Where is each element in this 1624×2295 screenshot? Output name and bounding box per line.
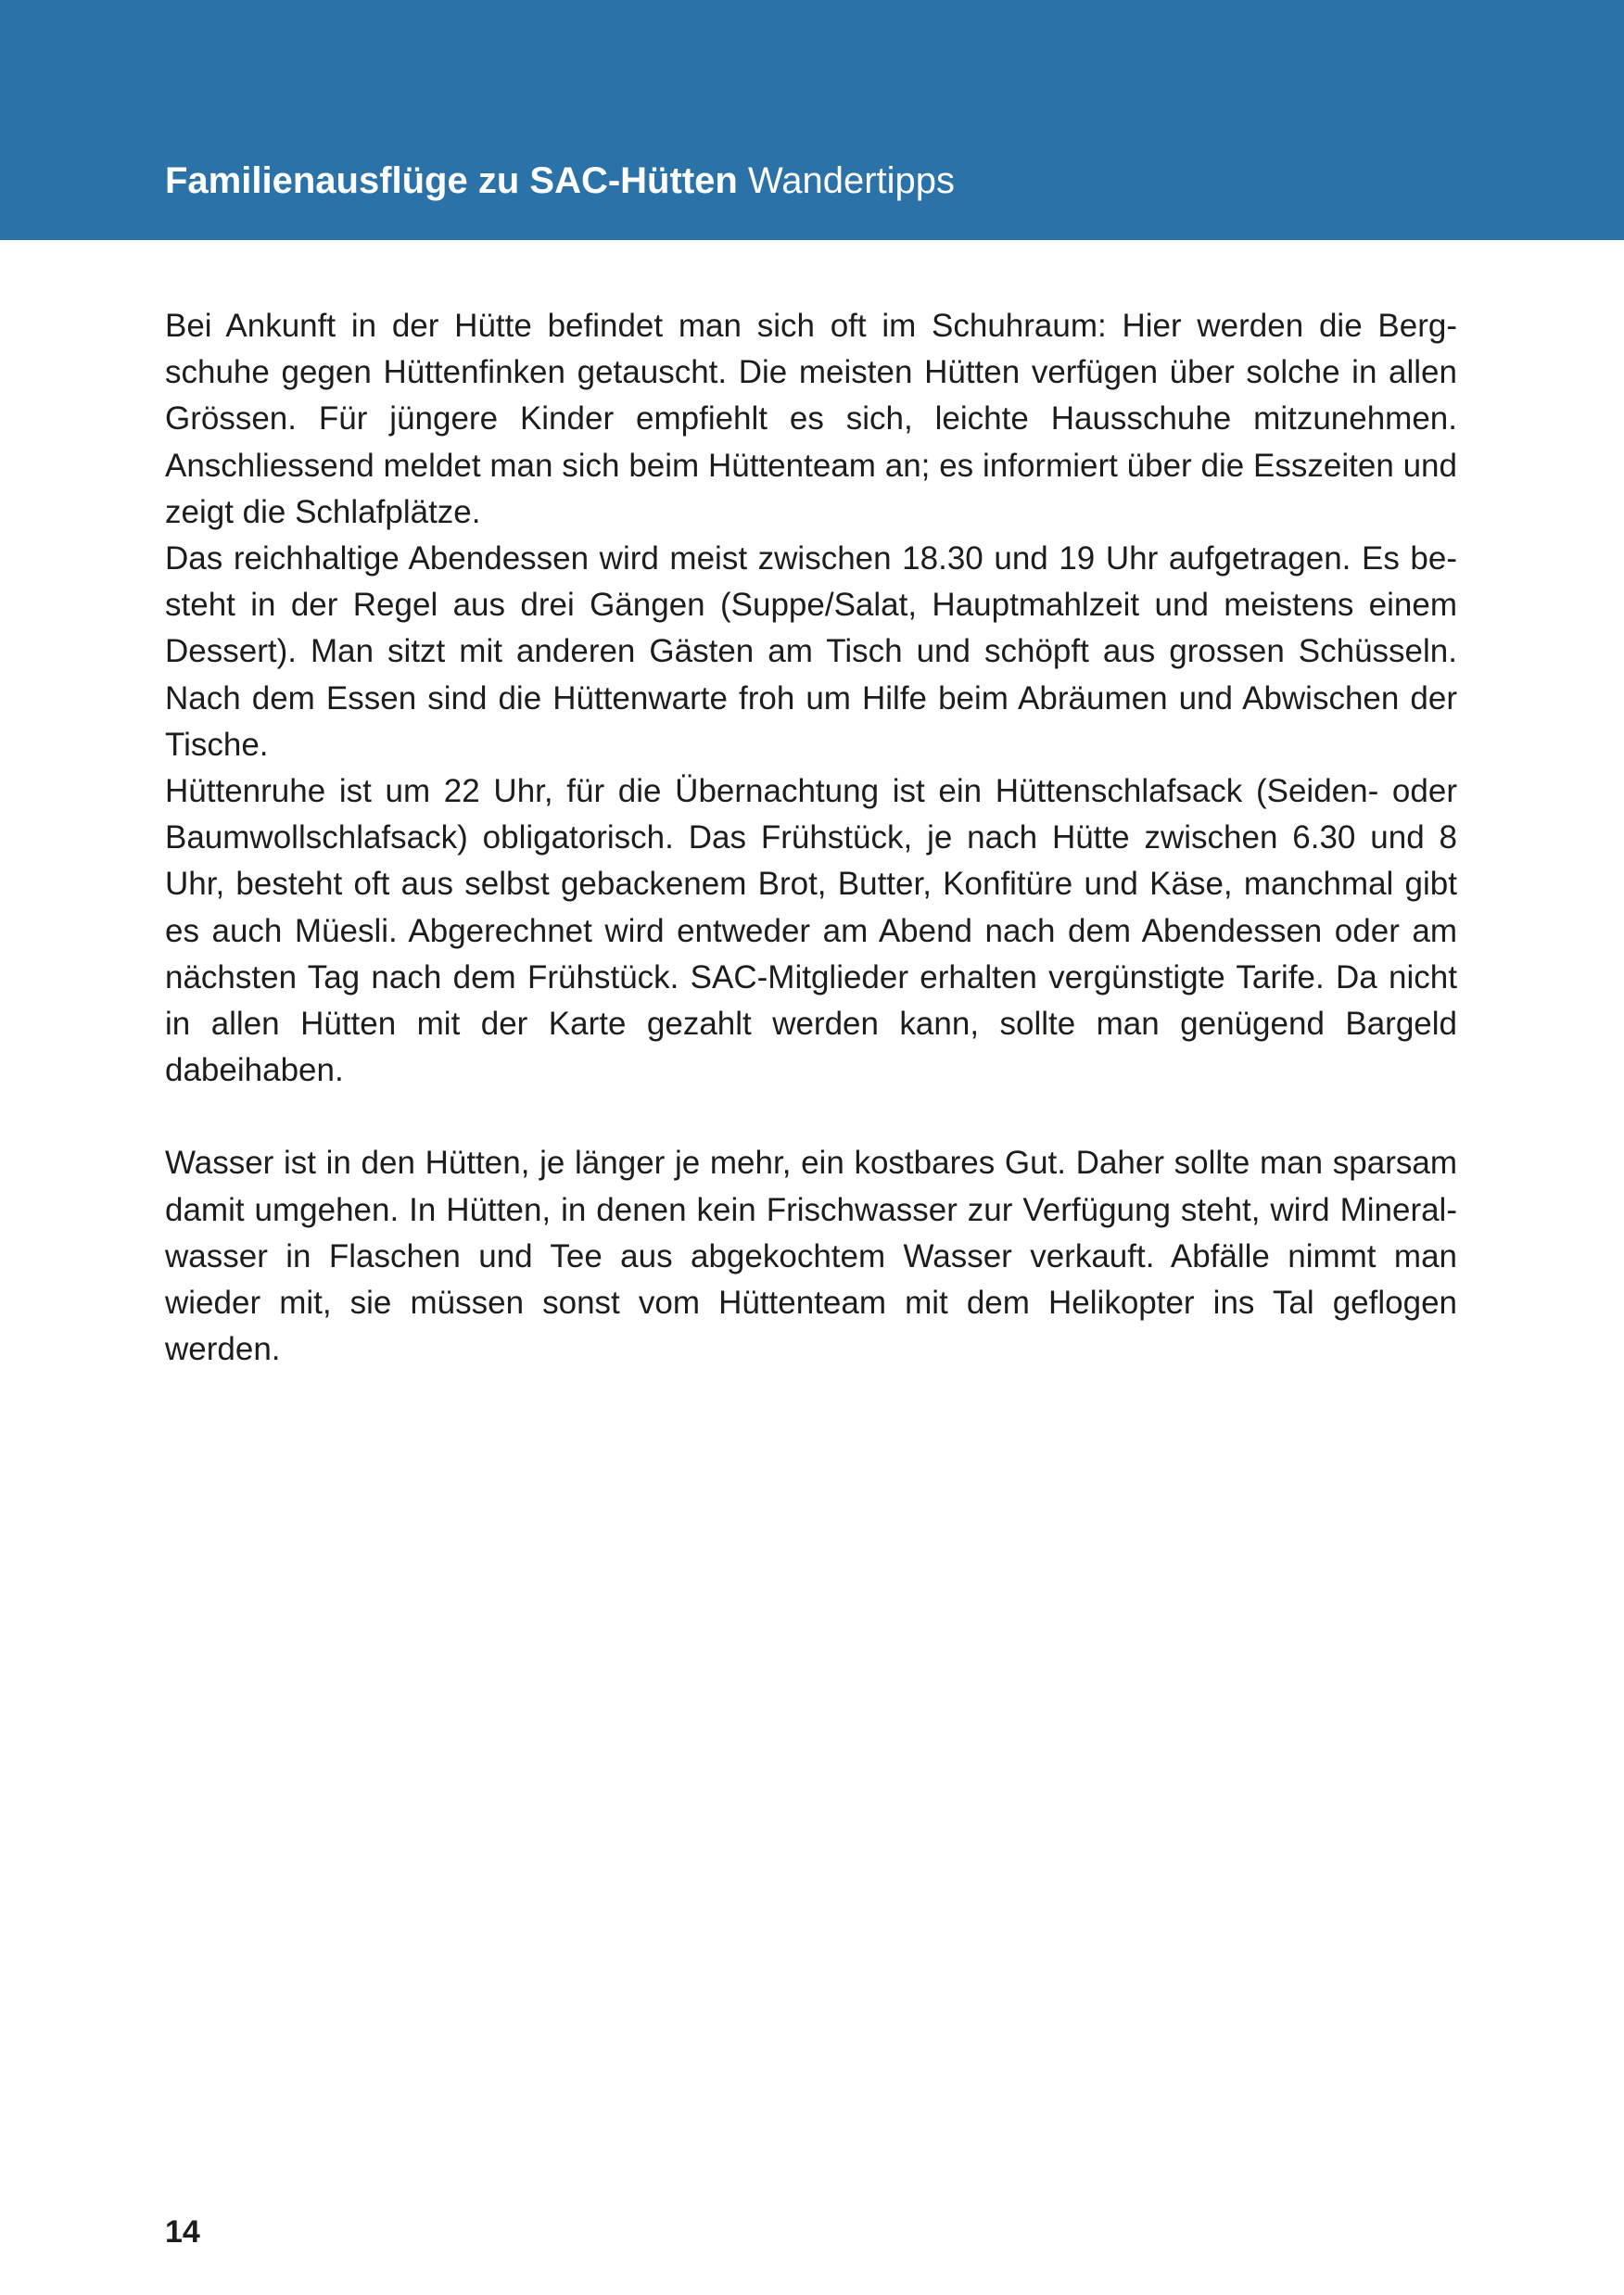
paragraph-dinner: Das reichhaltige Abendessen wird meist zwischen 18.30 und 19 Uhr aufgetragen. Es besteht in der Regel aus drei Gängen (Suppe/Salat, Hauptmahlzeit und meistens einem Dessert). Man sitzt mit anderen Gästen am Tisch und schöpft aus grossen Schüsseln. Nach dem Essen sind die Hüttenwarte froh um Hilfe beim Abräumen und Abwischen der Tische.: [165, 540, 1457, 763]
title-section: Wandertipps: [747, 160, 956, 201]
paragraph-water: Wasser ist in den Hütten, je länger je mehr, ein kostbares Gut. Daher sollte man sparsam damit umgehen. In Hütten, in denen kein Frischwasser zur Verfügung steht, wird Mineralwasser in Flaschen und Tee aus abgekochtem Wasser verkauft. Abfälle nimmt man wieder mit, sie müssen sonst vom Hüttenteam mit dem Helikopter ins Tal geflogen werden.: [165, 1145, 1457, 1368]
page-title: [165, 158, 955, 204]
title-main: Familienausflüge zu SAC-Hütten: [165, 160, 738, 201]
header-band: [0, 0, 1624, 240]
paragraph-night-breakfast: Hüttenruhe ist um 22 Uhr, für die Übernachtung ist ein Hüttenschlafsack (Seiden- oder Baumwollschlafsack) obligatorisch. Das Frühstück, je nach Hütte zwischen 6.30 und 8 Uhr, besteht oft aus selbst gebackenem Brot, Butter, Konfitüre und Käse, manchmal gibt es auch Müesli. Abgerechnet wird entweder am Abend nach dem Abendessen oder am nächsten Tag nach dem Frühstück. SAC-Mitglieder erhalten vergünstigte Tarife. Da nicht in allen Hütten mit der Karte gezahlt werden kann, sollte man genügend Bargeld dabeihaben.: [165, 773, 1457, 1089]
paragraph-arrival: Bei Ankunft in der Hütte befindet man sich oft im Schuhraum: Hier werden die Bergschuhe gegen Hüttenfinken getauscht. Die meisten Hütten verfügen über solche in allen Grössen. Für jüngere Kinder empfiehlt es sich, leichte Hausschuhe mitzunehmen. Anschliessend meldet man sich beim Hüttenteam an; es informiert über die Esszeiten und zeigt die Schlafplätze.: [165, 308, 1457, 530]
body-text: [165, 303, 1457, 1373]
page-number: 14: [165, 2214, 200, 2250]
